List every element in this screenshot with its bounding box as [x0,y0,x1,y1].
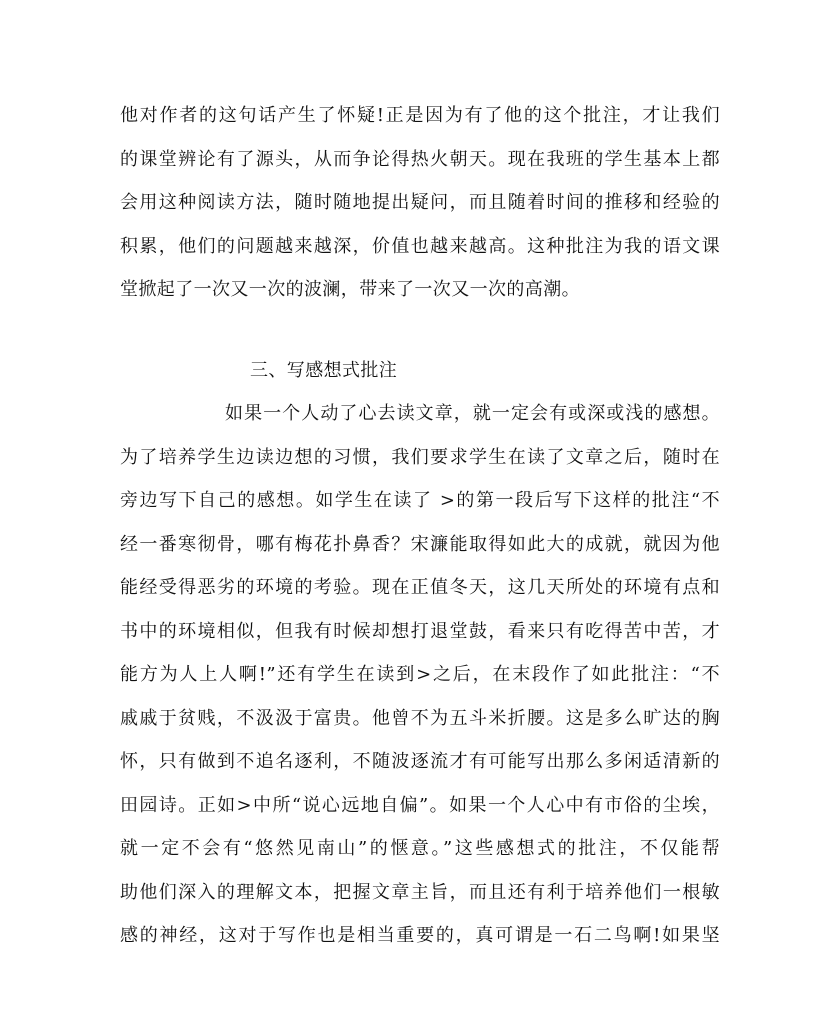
paragraph-2-line-12: 助他们深入的理解文本，把握文章主旨，而且还有利于培养他们一根敏 [120,882,720,903]
paragraph-2-line-3: 旁边写下自己的感想。如学生在读了 >的第一段后写下这样的批注“不 [120,490,720,511]
paragraph-2-line-13: 感的神经，这对于写作也是相当重要的，真可谓是一石二鸟啊!如果坚 [120,925,720,946]
paragraph-2-line-1: 如果一个人动了心去读文章，就一定会有或深或浅的感想。 [225,403,720,424]
paragraph-2-line-2: 为了培养学生边读边想的习惯，我们要求学生在读了文章之后，随时在 [120,447,720,468]
paragraph-1-line-5: 堂掀起了一次又一次的波澜，带来了一次又一次的高潮。 [120,279,580,300]
paragraph-2-line-9: 怀，只有做到不追名逐利，不随波逐流才有可能写出那么多闲适清新的 [120,751,720,772]
paragraph-2-line-8: 戚戚于贫贱，不汲汲于富贵。他曾不为五斗米折腰。这是多么旷达的胸 [120,708,720,729]
paragraph-2-line-11: 就一定不会有“悠然见南山”的惬意。”这些感想式的批注，不仅能帮 [120,838,720,859]
section-heading: 三、写感想式批注 [250,360,398,381]
paragraph-1-line-2: 的课堂辨论有了源头，从而争论得热火朝天。现在我班的学生基本上都 [120,149,720,170]
paragraph-1-line-4: 积累，他们的问题越来越深，价值也越来越高。这种批注为我的语文课 [120,236,720,257]
paragraph-2-line-4: 经一番寒彻骨，哪有梅花扑鼻香？宋濂能取得如此大的成就，就因为他 [120,534,720,555]
paragraph-2-line-5: 能经受得恶劣的环境的考验。现在正值冬天，这几天所处的环境有点和 [120,577,720,598]
paragraph-2-line-6: 书中的环境相似，但我有时候却想打退堂鼓，看来只有吃得苦中苦，才 [120,621,720,642]
paragraph-1-line-3: 会用这种阅读方法，随时随地提出疑问，而且随着时间的推移和经验的 [120,192,720,213]
paragraph-1-line-1: 他对作者的这句话产生了怀疑!正是因为有了他的这个批注，才让我们 [120,105,720,126]
paragraph-2-line-10: 田园诗。正如>中所“说心远地自偏”。如果一个人心中有市俗的尘埃， [120,795,720,816]
paragraph-2-line-7: 能方为人上人啊!”还有学生在读到>之后，在末段作了如此批注：“不 [120,664,720,685]
